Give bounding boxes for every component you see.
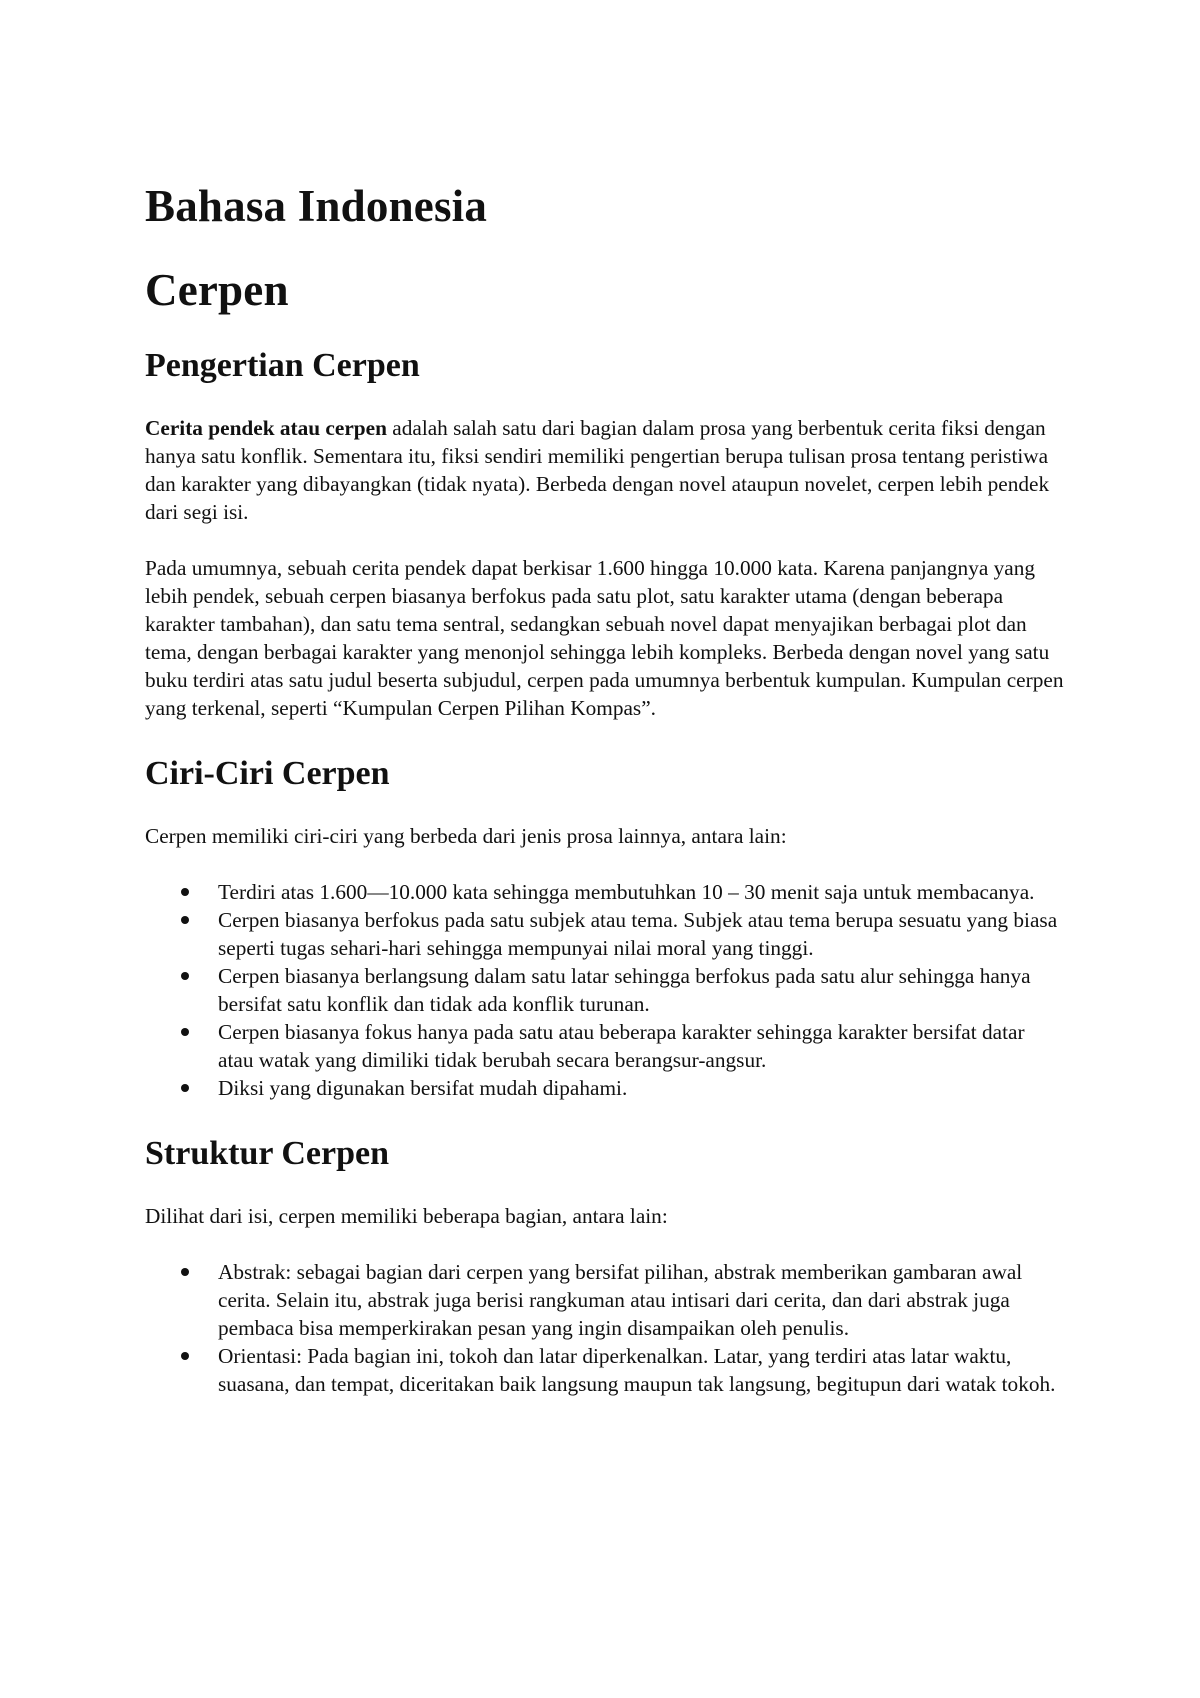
list-item-text: Cerpen biasanya fokus hanya pada satu atau beberapa karakter sehingga karakter bersifat datar atau watak yang dimiliki tidak berubah secara berangsur-angsur.	[218, 1020, 1025, 1072]
document-page	[145, 176, 1065, 1398]
paragraph-length: Pada umumnya, sebuah cerita pendek dapat berkisar 1.600 hingga 10.000 kata. Karena panjangnya yang lebih pendek, sebuah cerpen biasanya berfokus pada satu plot, satu karakter utama (dengan beberapa karakter tambahan), dan satu tema sentral, sedangkan sebuah novel dapat menyajikan berbagai plot dan tema, dengan berbagai karakter yang menonjol sehingga lebih kompleks. Berbeda dengan novel yang satu buku terdiri atas satu judul beserta subjudul, cerpen pada umumnya berbentuk kumpulan. Kumpulan cerpen yang terkenal, seperti “Kumpulan Cerpen Pilihan Kompas”.	[145, 556, 1064, 720]
ciri-list	[145, 878, 1065, 1102]
list-item	[145, 878, 1065, 906]
list-item	[145, 1342, 1065, 1398]
list-item	[145, 1074, 1065, 1102]
section-heading-pengertian: Pengertian Cerpen	[145, 347, 420, 384]
list-item-text: Orientasi: Pada bagian ini, tokoh dan latar diperkenalkan. Latar, yang terdiri atas latar waktu, suasana, dan tempat, diceritakan baik langsung maupun tak langsung, begitupun dari watak tokoh.	[218, 1344, 1056, 1396]
bullet-icon	[181, 1028, 189, 1036]
list-item	[145, 962, 1065, 1018]
bullet-icon	[181, 972, 189, 980]
list-item-text: Cerpen biasanya berfokus pada satu subjek atau tema. Subjek atau tema berupa sesuatu yang biasa seperti tugas sehari-hari sehingga mempunyai nilai moral yang tinggi.	[218, 908, 1058, 960]
document-subtitle: Cerpen	[145, 265, 289, 315]
bullet-icon	[181, 1352, 189, 1360]
paragraph-definition	[145, 414, 1065, 526]
section-heading-ciri: Ciri-Ciri Cerpen	[145, 755, 390, 792]
list-item-text: Abstrak: sebagai bagian dari cerpen yang bersifat pilihan, abstrak memberikan gambaran awal cerita. Selain itu, abstrak juga berisi rangkuman atau intisari dari cerita, dan dari abstrak juga pembaca bisa memperkirakan pesan yang ingin disampaikan oleh penulis.	[218, 1260, 1023, 1340]
ciri-lead: Cerpen memiliki ciri-ciri yang berbeda dari jenis prosa lainnya, antara lain:	[145, 824, 787, 848]
bullet-icon	[181, 888, 189, 896]
struktur-lead: Dilihat dari isi, cerpen memiliki beberapa bagian, antara lain:	[145, 1204, 668, 1228]
document-title: Bahasa Indonesia	[145, 181, 488, 231]
bullet-icon	[181, 1268, 189, 1276]
bullet-icon	[181, 1084, 189, 1092]
bold-term: Cerita pendek atau cerpen	[145, 416, 387, 440]
list-item	[145, 906, 1065, 962]
list-item-text: Diksi yang digunakan bersifat mudah dipahami.	[218, 1076, 628, 1100]
section-heading-struktur: Struktur Cerpen	[145, 1135, 389, 1172]
list-item	[145, 1258, 1065, 1342]
list-item-text: Terdiri atas 1.600—10.000 kata sehingga membutuhkan 10 – 30 menit saja untuk membacanya.	[218, 880, 1035, 904]
bullet-icon	[181, 916, 189, 924]
paragraph-definition-text: adalah salah satu dari bagian dalam prosa yang berbentuk cerita fiksi dengan hanya satu konflik. Sementara itu, fiksi sendiri memiliki pengertian berupa tulisan prosa tentang peristiwa dan karakter yang dibayangkan (tidak nyata). Berbeda dengan novel ataupun novelet, cerpen lebih pendek dari segi isi.	[145, 416, 1050, 524]
struktur-list	[145, 1258, 1065, 1398]
list-item-text: Cerpen biasanya berlangsung dalam satu latar sehingga berfokus pada satu alur sehingga hanya bersifat satu konflik dan tidak ada konflik turunan.	[218, 964, 1031, 1016]
list-item	[145, 1018, 1065, 1074]
